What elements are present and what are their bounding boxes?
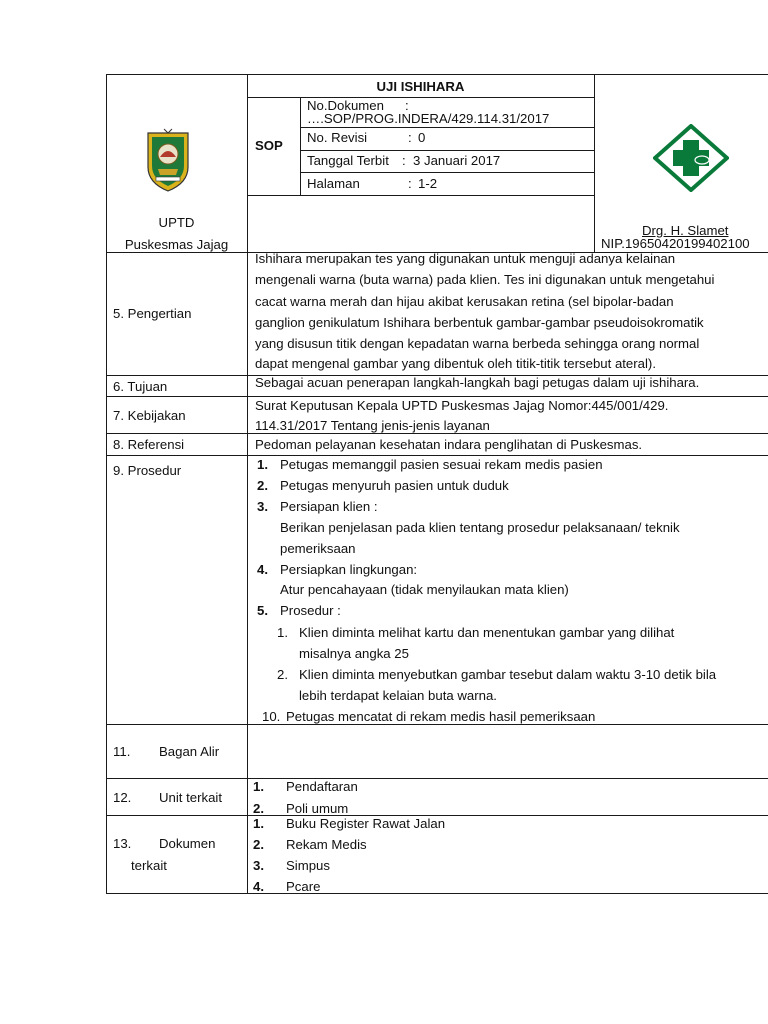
prosedur-item-3-detail-1: Berikan penjelasan pada klien tentang prosedur pelaksanaan/ teknik bbox=[280, 520, 680, 535]
dokumen-item-4: Pcare bbox=[286, 879, 321, 894]
dokumen-num: 13. bbox=[113, 836, 132, 851]
prosedur-num-3: 3. bbox=[257, 499, 268, 514]
prosedur-sub-2-line-2: lebih terdapat kelaian buta warna. bbox=[299, 688, 497, 703]
unit-item-num-1: 1. bbox=[253, 779, 264, 794]
meta-revisi-sep: : bbox=[408, 130, 412, 145]
label-referensi: 8. Referensi bbox=[113, 437, 185, 452]
prosedur-sub-2-line-1: Klien diminta menyebutkan gambar tesebut dalam waktu 3-10 detik bila bbox=[299, 667, 717, 682]
pengertian-line-3: cacat warna merah dan hijau akibat kerusakan retina (sel bipolar-badan bbox=[255, 294, 674, 309]
rule-label-col bbox=[247, 74, 248, 894]
label-pengertian: 5. Pengertian bbox=[113, 306, 192, 321]
pengertian-line-5: yang disusun titik dengan kepadatan warna berbeda sehingga orang normal bbox=[255, 336, 700, 351]
meta-no-dokumen-label: No.Dokumen bbox=[307, 98, 384, 113]
prosedur-num-2: 2. bbox=[257, 478, 268, 493]
signer-name: Drg. H. Slamet bbox=[642, 223, 729, 238]
document-title: UJI ISHIHARA bbox=[376, 79, 465, 94]
dokumen-item-num-2: 2. bbox=[253, 837, 264, 852]
prosedur-item-2: Petugas menyuruh pasien untuk duduk bbox=[280, 478, 509, 493]
regency-crest-icon bbox=[144, 127, 192, 193]
pengertian-line-1: Ishihara merupakan tes yang digunakan untuk menguji adanya kelainan bbox=[255, 251, 676, 266]
label-bagan-alir: Bagan Alir bbox=[159, 744, 220, 759]
org-name-line2: Puskesmas Jajag bbox=[124, 237, 229, 252]
label-kebijakan: 7. Kebijakan bbox=[113, 408, 186, 423]
rule-sop-col bbox=[300, 97, 301, 195]
pengertian-line-4: ganglion genikulatum Ishihara berbentuk gambar-gambar pseudoisokromatik bbox=[255, 315, 704, 330]
prosedur-sub-num-2: 2. bbox=[277, 667, 288, 682]
meta-halaman-sep: : bbox=[408, 176, 412, 191]
rule-logo-col bbox=[594, 74, 595, 252]
rule-meta-1 bbox=[300, 127, 594, 128]
referensi-text: Pedoman pelayanan kesehatan indara penglihatan di Puskesmas. bbox=[255, 437, 643, 452]
puskesmas-cross-icon bbox=[653, 124, 729, 192]
rule-meta-2 bbox=[300, 150, 594, 151]
rule-top bbox=[106, 74, 768, 75]
prosedur-sub-num-1: 1. bbox=[277, 625, 288, 640]
sop-label: SOP bbox=[255, 138, 283, 153]
meta-tanggal-sep: : bbox=[402, 153, 406, 168]
prosedur-item-1: Petugas memanggil pasien sesuai rekam medis pasien bbox=[280, 457, 603, 472]
prosedur-item-3-detail-2: pemeriksaan bbox=[280, 541, 356, 556]
rule-bagan bbox=[106, 778, 768, 779]
prosedur-item-4: Persiapkan lingkungan: bbox=[280, 562, 418, 577]
meta-revisi-label: No. Revisi bbox=[307, 130, 368, 145]
prosedur-num-5: 5. bbox=[257, 603, 268, 618]
rule-left bbox=[106, 74, 107, 894]
prosedur-sub-1-line-1: Klien diminta melihat kartu dan menentukan gambar yang dilihat bbox=[299, 625, 675, 640]
prosedur-item-5: Prosedur : bbox=[280, 603, 341, 618]
prosedur-num-4: 4. bbox=[257, 562, 268, 577]
unit-item-1: Pendaftaran bbox=[286, 779, 358, 794]
dokumen-item-2: Rekam Medis bbox=[286, 837, 367, 852]
rule-meta-3 bbox=[300, 172, 594, 173]
dokumen-item-num-4: 4. bbox=[253, 879, 264, 894]
bagan-num: 11. bbox=[113, 744, 131, 759]
meta-no-dokumen-value: ….SOP/PROG.INDERA/429.114.31/2017 bbox=[307, 111, 550, 126]
kebijakan-line-2: 114.31/2017 Tentang jenis-jenis layanan bbox=[255, 418, 490, 433]
dokumen-item-num-1: 1. bbox=[253, 816, 264, 831]
org-name-line1: UPTD bbox=[158, 215, 195, 230]
label-tujuan: 6. Tujuan bbox=[113, 379, 168, 394]
kebijakan-line-1: Surat Keputusan Kepala UPTD Puskesmas Jajag Nomor:445/001/429. bbox=[255, 398, 669, 413]
meta-no-dokumen-sep: : bbox=[405, 98, 409, 113]
prosedur-item-4-detail: Atur pencahayaan (tidak menyilaukan mata klien) bbox=[280, 582, 569, 597]
pengertian-line-6: dapat mengenal gambar yang dibentuk oleh titik-titik tersebut ateral). bbox=[255, 356, 656, 371]
meta-revisi-value: 0 bbox=[418, 130, 426, 145]
label-unit-terkait: Unit terkait bbox=[159, 790, 223, 805]
dokumen-item-1: Buku Register Rawat Jalan bbox=[286, 816, 446, 831]
prosedur-item-3: Persiapan klien : bbox=[280, 499, 378, 514]
rule-bottom bbox=[106, 893, 768, 894]
dokumen-item-3: Simpus bbox=[286, 858, 330, 873]
meta-tanggal-label: Tanggal Terbit bbox=[307, 153, 389, 168]
dokumen-item-num-3: 3. bbox=[253, 858, 264, 873]
unit-num: 12. bbox=[113, 790, 132, 805]
meta-tanggal-value: 3 Januari 2017 bbox=[413, 153, 501, 168]
label-prosedur: 9. Prosedur bbox=[113, 463, 182, 478]
tujuan-text: Sebagai acuan penerapan langkah-langkah bagi petugas dalam uji ishihara. bbox=[255, 375, 700, 390]
unit-item-num-2: 2. bbox=[253, 801, 264, 816]
label-terkait: terkait bbox=[131, 858, 167, 873]
label-dokumen: Dokumen bbox=[159, 836, 216, 851]
meta-halaman-value: 1-2 bbox=[418, 176, 438, 191]
unit-item-2: Poli umum bbox=[286, 801, 349, 816]
prosedur-final-text: Petugas mencatat di rekam medis hasil pemeriksaan bbox=[286, 709, 596, 724]
signer-nip: NIP.19650420199402100 bbox=[601, 236, 750, 251]
pengertian-line-2: mengenali warna (buta warna) pada klien. Tes ini digunakan untuk mengetahui bbox=[255, 272, 715, 287]
prosedur-sub-1-line-2: misalnya angka 25 bbox=[299, 646, 409, 661]
prosedur-num-1: 1. bbox=[257, 457, 268, 472]
meta-halaman-label: Halaman bbox=[307, 176, 360, 191]
rule-meta-bottom bbox=[247, 195, 594, 196]
prosedur-final-num: 10. bbox=[262, 709, 281, 724]
